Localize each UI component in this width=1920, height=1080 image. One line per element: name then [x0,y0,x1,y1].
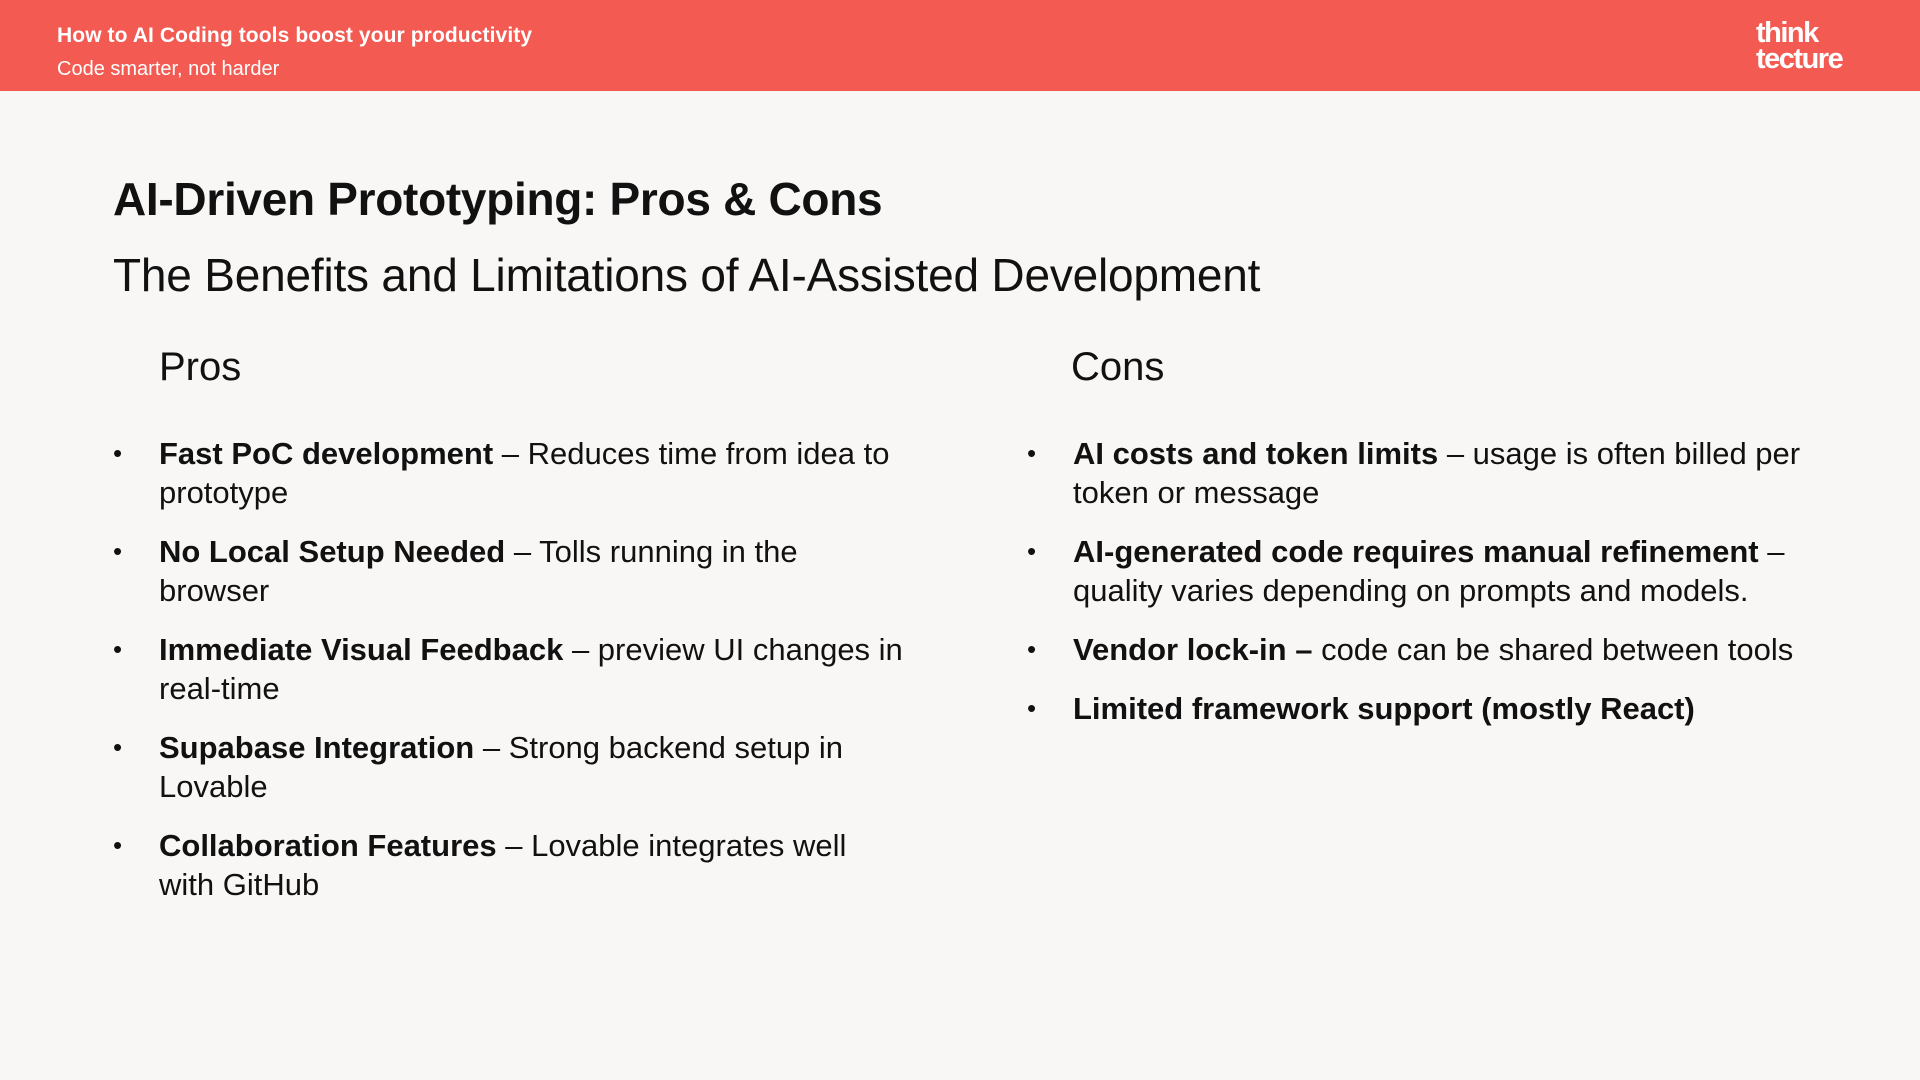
item-text: code can be shared between tools [1312,632,1794,667]
item-bold: No Local Setup Needed [159,534,506,569]
item-bold: Fast PoC development [159,436,494,471]
item-bold: Vendor lock-in – [1073,632,1313,667]
cons-heading: Cons [1071,345,1165,389]
item-text: – Reduces time from idea to prototype [159,436,890,510]
header-subtitle: Code smarter, not harder [57,58,280,80]
thinktecture-logo [1756,17,1846,75]
item-bold: AI costs and token limits [1073,436,1439,471]
item-text: – Strong backend setup in Lovable [159,730,844,804]
item-text: – Tolls running in the browser [159,534,798,608]
list-item [1027,532,1827,610]
cons-list [1027,434,1827,748]
list-item [1027,630,1827,669]
logo-line-2: tecture [1756,43,1843,75]
list-item [1027,434,1827,512]
bullet-icon: • [113,634,123,664]
list-item [113,630,903,708]
list-item [113,532,903,610]
item-text: – quality varies depending on prompts and models. [1073,534,1785,608]
header-title: How to AI Coding tools boost your productivity [57,24,533,47]
bullet-icon: • [1027,634,1037,664]
item-bold: AI-generated code requires manual refinement [1073,534,1759,569]
pros-list [113,434,903,924]
bullet-icon: • [113,732,123,762]
bullet-icon: • [1027,693,1037,723]
item-bold: Supabase Integration [159,730,475,765]
bullet-icon: • [1027,536,1037,566]
item-text: – preview UI changes in real-time [159,632,903,706]
list-item [113,434,903,512]
item-bold: Collaboration Features [159,828,497,863]
logo-line-1: think [1756,17,1818,49]
list-item [113,826,903,904]
bullet-icon: • [113,830,123,860]
item-bold: Immediate Visual Feedback [159,632,564,667]
item-bold: Limited framework support (mostly React) [1073,691,1695,726]
bullet-icon: • [113,438,123,468]
item-text: – usage is often billed per token or message [1073,436,1801,510]
list-item [113,728,903,806]
header-bar [0,0,1920,91]
pros-heading: Pros [159,345,242,389]
list-item [1027,689,1827,728]
bullet-icon: • [113,536,123,566]
item-text: – Lovable integrates well with GitHub [159,828,847,902]
slide-title: AI-Driven Prototyping: Pros & Cons [113,173,883,225]
slide-subtitle: The Benefits and Limitations of AI-Assisted Development [113,249,1261,301]
bullet-icon: • [1027,438,1037,468]
